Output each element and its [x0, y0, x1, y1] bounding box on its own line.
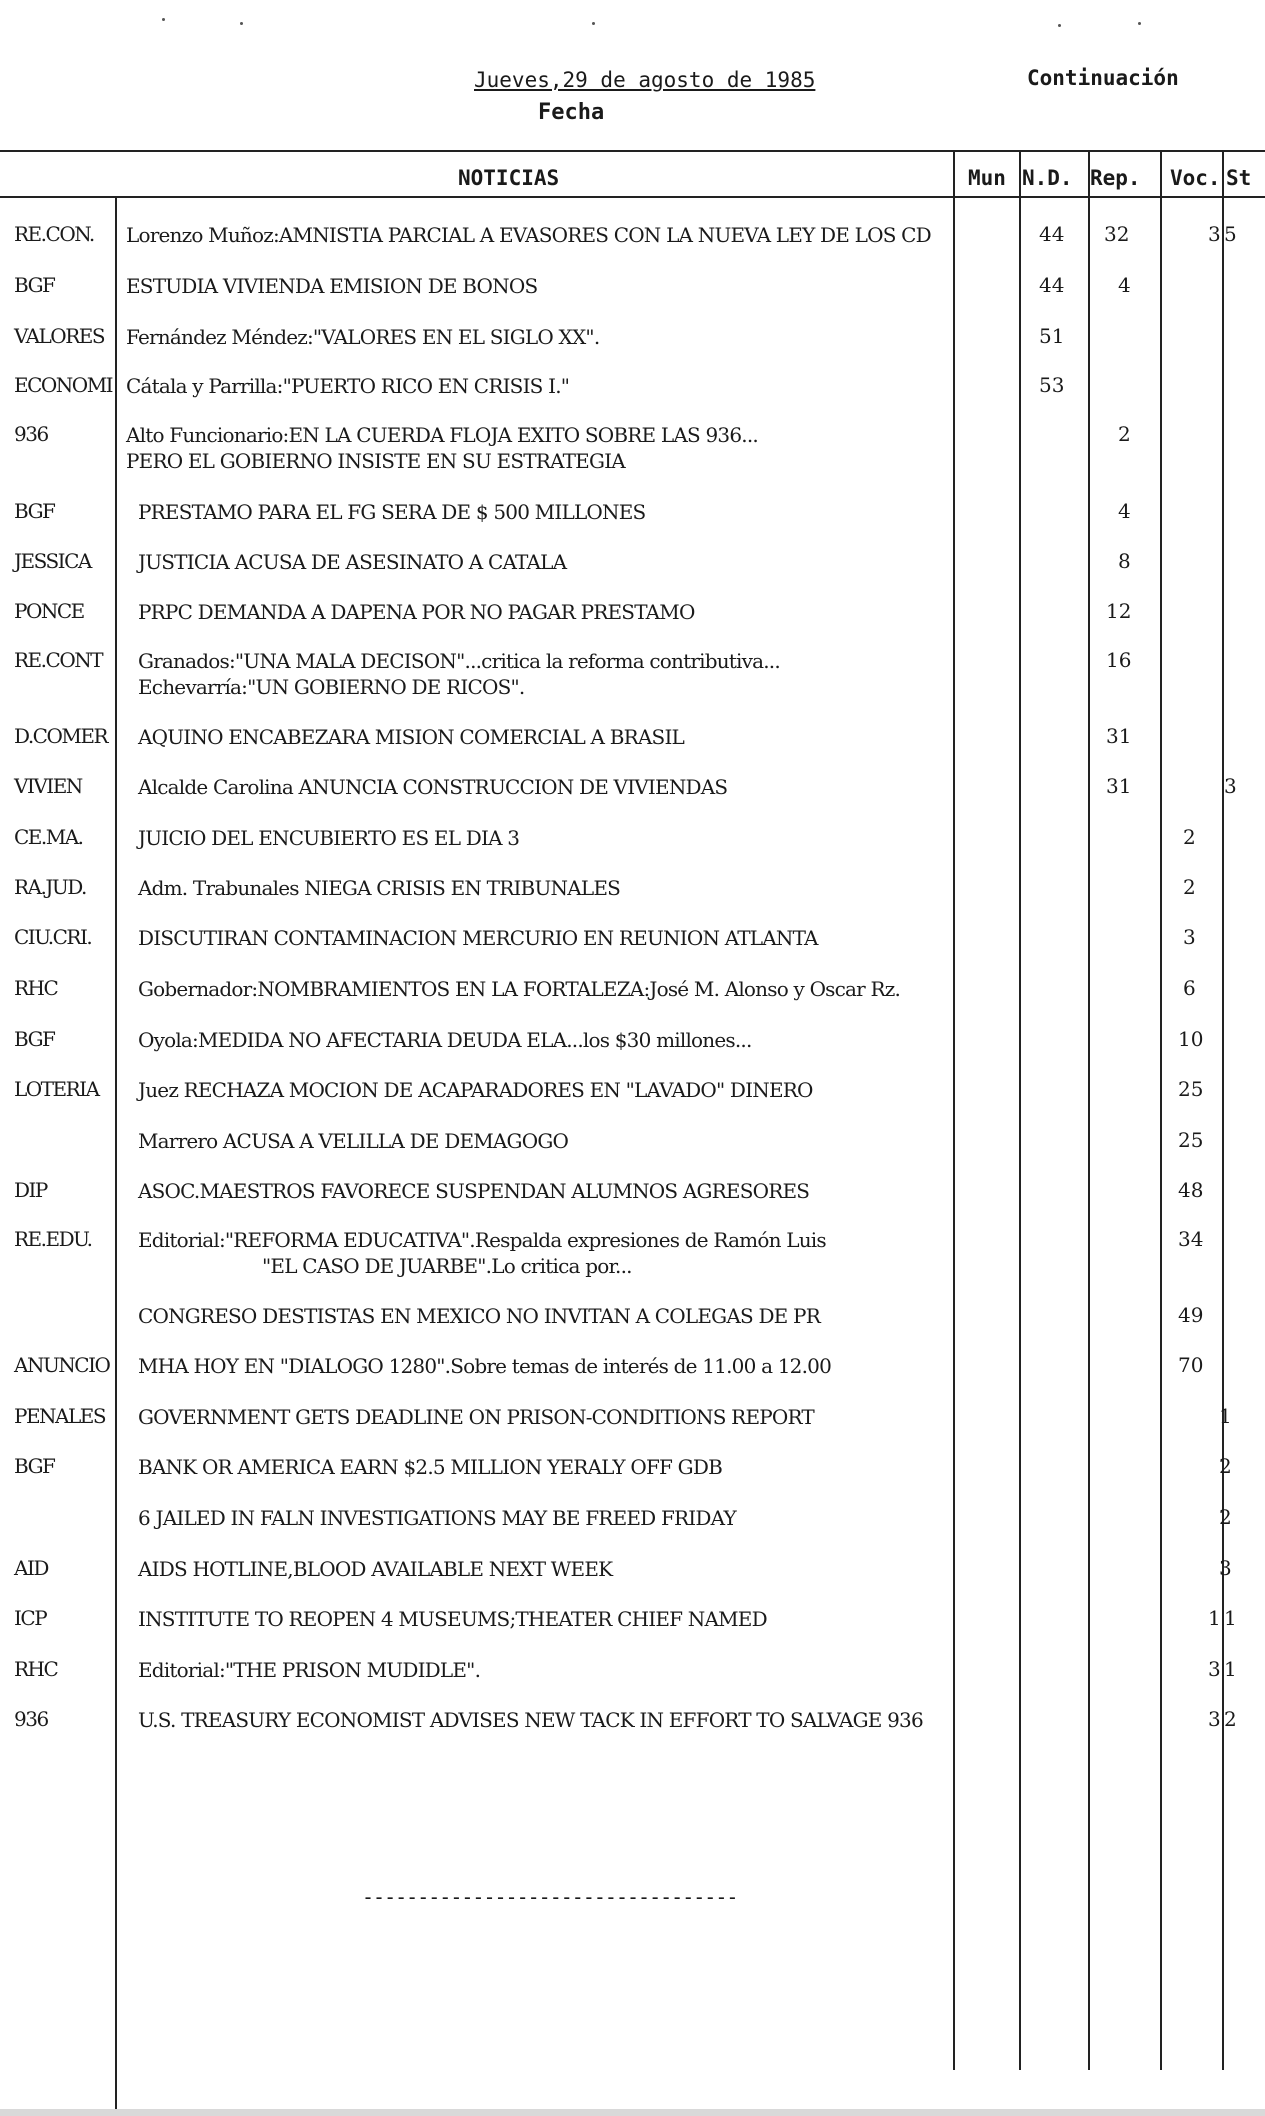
table-row — [0, 499, 1265, 547]
row-headline-continued: Echevarría:"UN GOBIERNO DE RICOS". — [138, 675, 525, 699]
row-voc: 49 — [1178, 1303, 1204, 1327]
row-code: DIP — [14, 1178, 47, 1202]
table-row — [0, 1657, 1265, 1705]
row-headline: Cátala y Parrilla:"PUERTO RICO EN CRISIS I." — [126, 374, 570, 398]
row-st: 1 — [1219, 1404, 1232, 1428]
scan-speck — [162, 18, 165, 21]
table-row — [0, 1027, 1265, 1075]
table-row — [0, 1505, 1265, 1553]
table-row — [0, 1404, 1265, 1452]
row-code: LOTERIA — [14, 1077, 99, 1101]
row-nd: 51 — [1039, 324, 1065, 348]
table-row — [0, 1606, 1265, 1654]
row-voc: 2 — [1183, 875, 1196, 899]
row-headline: 6 JAILED IN FALN INVESTIGATIONS MAY BE FREED FRIDAY — [138, 1506, 736, 1530]
table-row — [0, 422, 1265, 478]
row-voc: 6 — [1183, 976, 1196, 1000]
row-code: RA.JUD. — [14, 875, 86, 899]
row-code: ECONOMI — [14, 373, 113, 397]
row-st: 2 — [1224, 1707, 1237, 1731]
row-code: ICP — [14, 1606, 47, 1630]
row-voc: 2 — [1183, 825, 1196, 849]
row-rep: 32 — [1104, 222, 1130, 246]
rep-header: Rep. — [1090, 166, 1141, 190]
date-text: Jueves,29 de agosto de 1985 — [474, 68, 816, 92]
scan-speck — [1138, 22, 1141, 25]
table-row — [0, 1128, 1265, 1176]
row-voc: 1 — [1208, 1606, 1221, 1630]
row-nd: 44 — [1039, 222, 1065, 246]
row-voc: 70 — [1178, 1353, 1204, 1377]
scan-bottom-edge — [0, 2109, 1265, 2116]
table-row — [0, 1556, 1265, 1604]
nd-header: N.D. — [1022, 166, 1073, 190]
table-row — [0, 599, 1265, 647]
row-headline: Editorial:"REFORMA EDUCATIVA".Respalda expresiones de Ramón Luis — [138, 1228, 826, 1252]
row-headline: CONGRESO DESTISTAS EN MEXICO NO INVITAN A COLEGAS DE PR — [138, 1304, 820, 1328]
row-code: 936 — [14, 422, 48, 446]
row-code: D.COMER — [14, 724, 108, 748]
row-voc: 48 — [1178, 1178, 1204, 1202]
row-code: BGF — [14, 273, 55, 297]
row-rep: 31 — [1106, 774, 1132, 798]
row-headline: Gobernador:NOMBRAMIENTOS EN LA FORTALEZA:José M. Alonso y Oscar Rz. — [138, 977, 901, 1001]
row-headline: JUICIO DEL ENCUBIERTO ES EL DIA 3 — [138, 826, 520, 850]
row-voc: 3 — [1208, 1657, 1221, 1681]
table-row — [0, 774, 1265, 822]
row-rep: 4 — [1118, 273, 1131, 297]
row-headline-continued: "EL CASO DE JUARBE".Lo critica por... — [262, 1254, 632, 1278]
row-headline: Juez RECHAZA MOCION DE ACAPARADORES EN "LAVADO" DINERO — [138, 1078, 813, 1102]
table-row — [0, 1077, 1265, 1125]
row-headline: PRPC DEMANDA A DAPENA POR NO PAGAR PRESTAMO — [138, 600, 695, 624]
row-code: PONCE — [14, 599, 84, 623]
row-headline: JUSTICIA ACUSA DE ASESINATO A CATALA — [138, 550, 567, 574]
row-code: RE.CON. — [14, 222, 94, 246]
table-header-rule — [0, 196, 1265, 198]
row-st: 3 — [1219, 1556, 1232, 1580]
scan-speck — [1058, 24, 1061, 27]
noticias-header: NOTICIAS — [458, 166, 560, 190]
table-row — [0, 648, 1265, 704]
row-code: RE.CONT — [14, 648, 103, 672]
table-row — [0, 222, 1265, 270]
table-row — [0, 1707, 1265, 1755]
row-headline: Alcalde Carolina ANUNCIA CONSTRUCCION DE VIVIENDAS — [138, 775, 728, 799]
row-headline: Fernández Méndez:"VALORES EN EL SIGLO XX". — [126, 325, 600, 349]
row-code: RHC — [14, 976, 58, 1000]
row-voc: 3 — [1183, 925, 1196, 949]
row-headline: Oyola:MEDIDA NO AFECTARIA DEUDA ELA...los $30 millones... — [138, 1028, 752, 1052]
footer-divider: ---------------------------------- — [362, 1885, 738, 1909]
row-rep: 4 — [1118, 499, 1131, 523]
row-code: BGF — [14, 499, 55, 523]
mun-header: Mun — [968, 166, 1006, 190]
row-code: CE.MA. — [14, 825, 83, 849]
row-st: 1 — [1224, 1606, 1237, 1630]
table-row — [0, 273, 1265, 321]
row-st: 2 — [1219, 1454, 1232, 1478]
row-voc: 25 — [1178, 1077, 1204, 1101]
date-label: Fecha — [538, 100, 605, 125]
report-date — [474, 68, 815, 92]
row-headline: Granados:"UNA MALA DECISON"...critica la reforma contributiva... — [138, 649, 780, 673]
row-code: VIVIEN — [14, 774, 82, 798]
row-code: 936 — [14, 1707, 48, 1731]
row-headline: Marrero ACUSA A VELILLA DE DEMAGOGO — [138, 1129, 569, 1153]
continuation-label: Continuación — [1027, 66, 1179, 90]
table-row — [0, 724, 1265, 772]
row-headline: INSTITUTE TO REOPEN 4 MUSEUMS;THEATER CHIEF NAMED — [138, 1607, 767, 1631]
row-headline: PRESTAMO PARA EL FG SERA DE $ 500 MILLONES — [138, 500, 646, 524]
row-code: CIU.CRI. — [14, 925, 92, 949]
table-row — [0, 1227, 1265, 1283]
row-code: AID — [14, 1556, 48, 1580]
row-st: 2 — [1219, 1505, 1232, 1529]
row-rep: 8 — [1118, 549, 1131, 573]
row-voc: 34 — [1178, 1227, 1204, 1251]
row-headline: AIDS HOTLINE,BLOOD AVAILABLE NEXT WEEK — [138, 1557, 613, 1581]
table-row — [0, 549, 1265, 597]
table-row — [0, 1353, 1265, 1401]
table-top-rule — [0, 150, 1265, 152]
row-rep: 16 — [1106, 648, 1132, 672]
row-code: ANUNCIO — [14, 1353, 110, 1377]
row-nd: 53 — [1039, 373, 1065, 397]
voc-header: Voc. — [1170, 166, 1221, 190]
row-st: 3 — [1224, 774, 1237, 798]
row-headline: ASOC.MAESTROS FAVORECE SUSPENDAN ALUMNOS AGRESORES — [138, 1179, 810, 1203]
row-headline: Lorenzo Muñoz:AMNISTIA PARCIAL A EVASORES CON LA NUEVA LEY DE LOS CD — [126, 223, 931, 247]
row-headline: Alto Funcionario:EN LA CUERDA FLOJA EXITO SOBRE LAS 936... — [126, 423, 758, 447]
row-headline-continued: PERO EL GOBIERNO INSISTE EN SU ESTRATEGIA — [126, 449, 625, 473]
row-st: 1 — [1224, 1657, 1237, 1681]
scan-speck — [240, 22, 243, 25]
row-voc: 25 — [1178, 1128, 1204, 1152]
row-headline: AQUINO ENCABEZARA MISION COMERCIAL A BRASIL — [138, 725, 685, 749]
row-rep: 31 — [1106, 724, 1132, 748]
table-row — [0, 373, 1265, 421]
row-voc: 3 — [1208, 222, 1221, 246]
row-headline: MHA HOY EN "DIALOGO 1280".Sobre temas de interés de 11.00 a 12.00 — [138, 1354, 832, 1378]
table-row — [0, 925, 1265, 973]
row-headline: Editorial:"THE PRISON MUDIDLE". — [138, 1658, 481, 1682]
scan-speck — [592, 22, 595, 25]
table-row — [0, 1454, 1265, 1502]
row-code: JESSICA — [14, 549, 91, 573]
row-code: BGF — [14, 1027, 55, 1051]
row-code: BGF — [14, 1454, 55, 1478]
row-voc: 10 — [1178, 1027, 1204, 1051]
st-header: St — [1226, 166, 1252, 190]
table-row — [0, 976, 1265, 1024]
row-code: RE.EDU. — [14, 1227, 92, 1251]
table-row — [0, 875, 1265, 923]
row-headline: BANK OR AMERICA EARN $2.5 MILLION YERALY OFF GDB — [138, 1455, 722, 1479]
row-nd: 44 — [1039, 273, 1065, 297]
row-headline: Adm. Trabunales NIEGA CRISIS EN TRIBUNALES — [138, 876, 621, 900]
table-row — [0, 1303, 1265, 1351]
table-row — [0, 324, 1265, 372]
row-code: VALORES — [14, 324, 105, 348]
row-rep: 12 — [1106, 599, 1132, 623]
row-headline: ESTUDIA VIVIENDA EMISION DE BONOS — [126, 274, 538, 298]
table-row — [0, 1178, 1265, 1226]
row-voc: 3 — [1208, 1707, 1221, 1731]
row-rep: 2 — [1118, 422, 1131, 446]
row-headline: U.S. TREASURY ECONOMIST ADVISES NEW TACK IN EFFORT TO SALVAGE 936 — [138, 1708, 923, 1732]
row-code: PENALES — [14, 1404, 106, 1428]
row-headline: GOVERNMENT GETS DEADLINE ON PRISON-CONDITIONS REPORT — [138, 1405, 814, 1429]
row-headline: DISCUTIRAN CONTAMINACION MERCURIO EN REUNION ATLANTA — [138, 926, 818, 950]
row-code: RHC — [14, 1657, 58, 1681]
table-row — [0, 825, 1265, 873]
row-st: 5 — [1224, 222, 1237, 246]
